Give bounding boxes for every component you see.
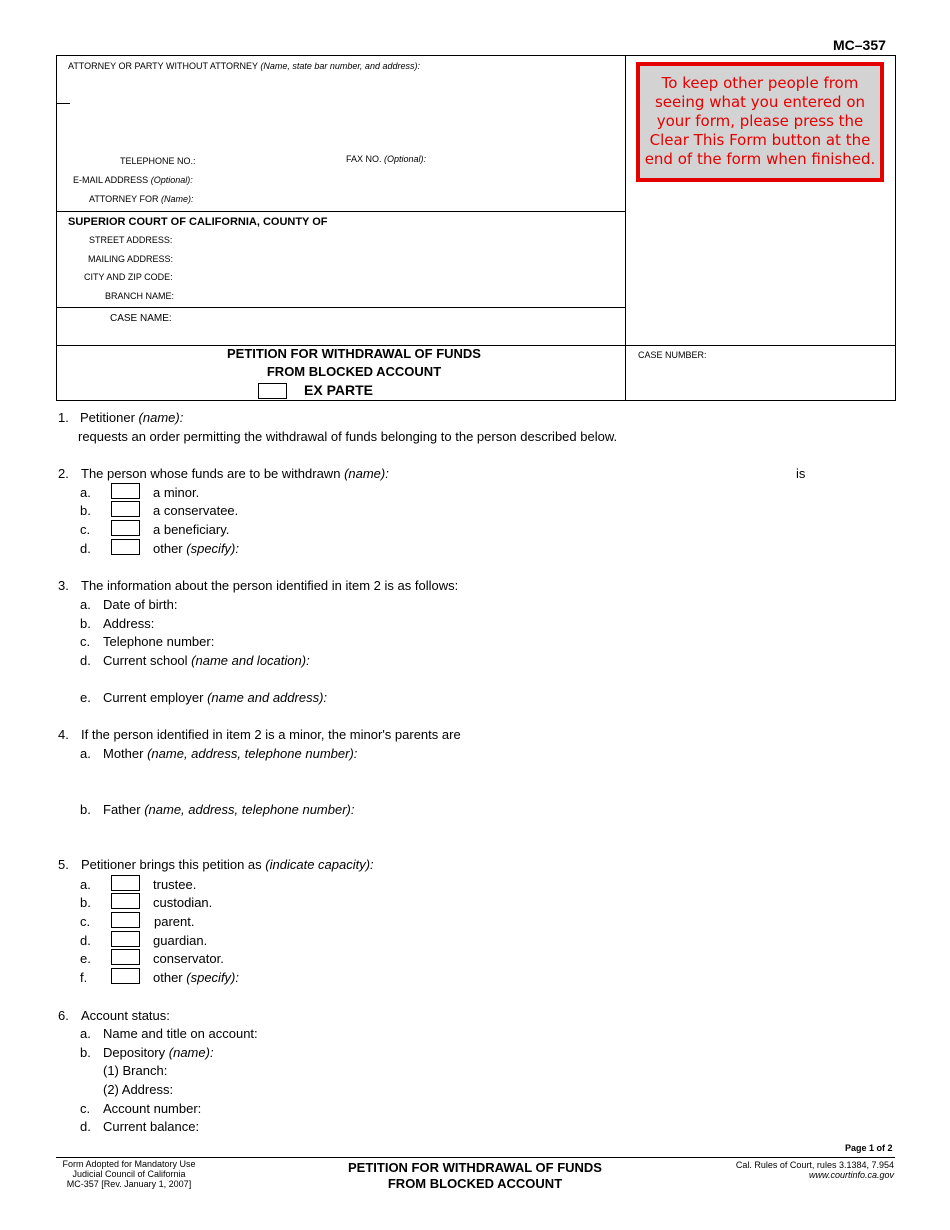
item2-b-label: a conservatee. [153,503,239,518]
website-link[interactable]: www.courtinfo.ca.gov [808,1170,894,1180]
item2-c-label: a beneficiary. [153,522,230,537]
item6-d-letter: d. [80,1119,91,1134]
item5-c-checkbox[interactable] [111,912,140,928]
item3-b-letter: b. [80,616,91,631]
item6-c-label: Account number: [103,1101,202,1116]
item5-c-label: parent. [154,914,195,929]
item2-b-checkbox[interactable] [111,501,140,517]
page-number: Page 1 of 2 [845,1143,893,1153]
item6-branch-label: (1) Branch: [103,1063,168,1078]
item5-f-label: other (specify): [153,970,239,985]
item2-d-checkbox[interactable] [111,539,140,555]
item4-number: 4. [58,727,69,742]
item3-d-letter: d. [80,653,91,668]
city-zip-label: CITY AND ZIP CODE: [84,272,173,282]
item6-a-label: Name and title on account: [103,1026,258,1041]
item2-d-label: other (specify): [153,541,239,556]
item3-label: The information about the person identified in item 2 is as follows: [81,578,459,593]
street-address-label: STREET ADDRESS: [89,235,173,245]
footer-title-line2: FROM BLOCKED ACCOUNT [387,1176,563,1191]
branch-name-label: BRANCH NAME: [105,291,175,301]
item6-address-label: (2) Address: [103,1082,174,1097]
item5-e-letter: e. [80,951,91,966]
item5-e-checkbox[interactable] [111,949,140,965]
item4-a-label: Mother (name, address, telephone number): [103,746,358,761]
privacy-notice: To keep other people from seeing what you entered on your form, please press the Clear This Form button at the end of the form when finished. [636,62,884,182]
item5-label: Petitioner brings this petition as (indicate capacity): [81,857,374,872]
court-rules: Cal. Rules of Court, rules 3.1384, 7.954 [735,1160,894,1170]
item5-number: 5. [58,857,69,872]
item5-a-letter: a. [80,877,91,892]
item2-number: 2. [58,466,69,481]
mailing-address-label: MAILING ADDRESS: [88,254,174,264]
ex-parte-label: EX PARTE [304,382,373,398]
item5-a-label: trustee. [153,877,197,892]
item5-b-letter: b. [80,895,91,910]
item3-e-letter: e. [80,690,91,705]
item4-a-letter: a. [80,746,91,761]
item6-number: 6. [58,1008,69,1023]
fax-label: FAX NO. (Optional): [346,154,427,164]
item2-label: The person whose funds are to be withdrawn (name): [81,466,389,481]
item6-a-letter: a. [80,1026,91,1041]
item3-b-label: Address: [103,616,155,631]
item5-d-letter: d. [80,933,91,948]
item6-b-label: Depository (name): [103,1045,214,1060]
item2-a-letter: a. [80,485,91,500]
ex-parte-checkbox[interactable] [258,383,287,399]
form-number: MC–357 [833,37,886,53]
item6-label: Account status: [81,1008,170,1023]
footer-divider [56,1157,895,1158]
item5-c-letter: c. [80,914,91,929]
item1-text: requests an order permitting the withdrawal of funds belonging to the person described below. [78,429,618,444]
item5-d-label: guardian. [153,933,208,948]
item2-c-checkbox[interactable] [111,520,140,536]
item5-b-label: custodian. [153,895,213,910]
item3-c-letter: c. [80,634,91,649]
case-number-label: CASE NUMBER: [638,350,707,360]
item6-c-letter: c. [80,1101,91,1116]
item2-b-letter: b. [80,503,91,518]
item1-number: 1. [58,410,69,425]
adopted-line1: Form Adopted for Mandatory Use [62,1159,196,1169]
item3-c-label: Telephone number: [103,634,215,649]
form-title-line2: FROM BLOCKED ACCOUNT [266,364,442,379]
telephone-label: TELEPHONE NO.: [120,156,196,166]
form-title-line1: PETITION FOR WITHDRAWAL OF FUNDS [227,346,481,361]
item4-label: If the person identified in item 2 is a minor, the minor's parents are [81,727,461,742]
item5-b-checkbox[interactable] [111,893,140,909]
attorney-for-label: ATTORNEY FOR (Name): [89,194,194,204]
item3-number: 3. [58,578,69,593]
item4-b-letter: b. [80,802,91,817]
item2-a-label: a minor. [153,485,200,500]
footer-title-line1: PETITION FOR WITHDRAWAL OF FUNDS [348,1160,602,1175]
item5-f-letter: f. [80,970,88,985]
item3-a-letter: a. [80,597,91,612]
item5-f-checkbox[interactable] [111,968,140,984]
court-title: SUPERIOR COURT OF CALIFORNIA, COUNTY OF [68,216,328,228]
item6-d-label: Current balance: [103,1119,200,1134]
item6-b-letter: b. [80,1045,91,1060]
item4-b-label: Father (name, address, telephone number): [103,802,355,817]
item3-a-label: Date of birth: [103,597,178,612]
item5-d-checkbox[interactable] [111,931,140,947]
case-name-label: CASE NAME: [110,313,172,324]
item2-a-checkbox[interactable] [111,483,140,499]
attorney-label: ATTORNEY OR PARTY WITHOUT ATTORNEY (Name, state bar number, and address): [68,61,420,71]
email-label: E-MAIL ADDRESS (Optional): [73,175,193,185]
adopted-line3: MC-357 [Rev. January 1, 2007] [66,1179,192,1189]
item2-d-letter: d. [80,541,91,556]
item3-d-label: Current school (name and location): [103,653,310,668]
item3-e-label: Current employer (name and address): [103,690,328,705]
adopted-line2: Judicial Council of California [72,1169,186,1179]
item2-is: is [796,466,806,481]
item5-a-checkbox[interactable] [111,875,140,891]
item1-label: Petitioner (name): [80,410,184,425]
item5-e-label: conservator. [153,951,224,966]
item2-c-letter: c. [80,522,91,537]
